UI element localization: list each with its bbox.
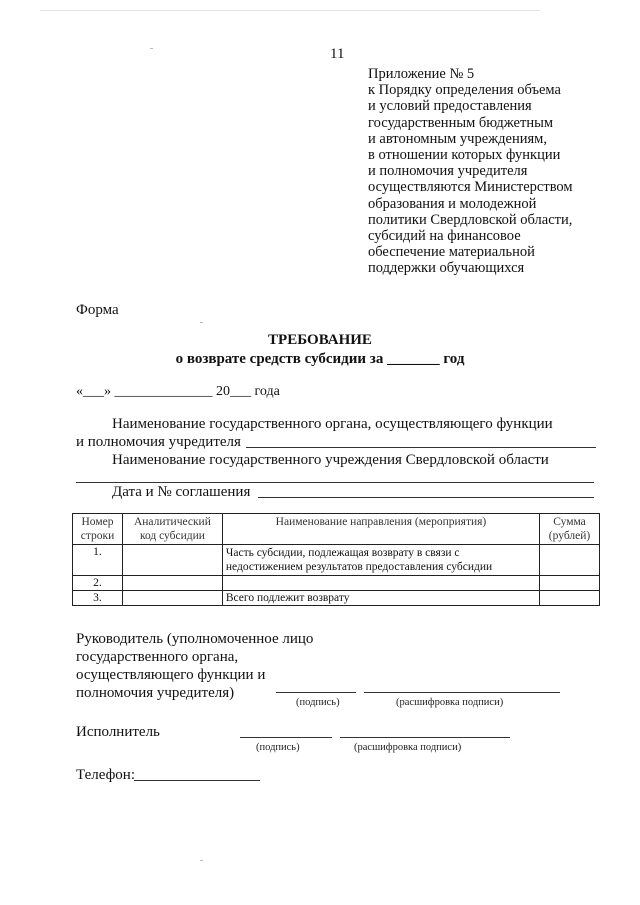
row-sum[interactable] <box>540 591 600 606</box>
row-number: 1. <box>73 545 123 576</box>
signer-line: государственного органа, <box>76 649 239 665</box>
appendix-line: субсидий на финансовое <box>368 228 521 245</box>
appendix-line: к Порядку определения объема <box>368 82 561 99</box>
col-header-sum: Сумма (рублей) <box>540 514 600 545</box>
agreement-field[interactable] <box>258 497 594 498</box>
row-number: 3. <box>73 591 123 606</box>
appendix-block <box>368 66 573 277</box>
row-code[interactable] <box>122 576 222 591</box>
table-row <box>73 591 600 606</box>
gov-body-cont: и полномочия учредителя <box>76 434 241 450</box>
scan-artifact <box>200 860 203 861</box>
gov-body-label: Наименование государственного органа, осуществляющего функции <box>112 416 553 432</box>
signer-decode-field[interactable] <box>364 692 560 693</box>
executor-caption-sign: (подпись) <box>256 742 300 753</box>
appendix-line: политики Свердловской области, <box>368 211 573 228</box>
executor-signature-field[interactable] <box>240 737 332 738</box>
row-sum[interactable] <box>540 576 600 591</box>
row-code[interactable] <box>122 591 222 606</box>
executor-caption-decode: (расшифровка подписи) <box>354 742 462 753</box>
row-name <box>222 576 539 591</box>
executor-decode-field[interactable] <box>340 737 510 738</box>
institution-field[interactable] <box>76 482 594 483</box>
appendix-line: осуществляются Министерством <box>368 179 573 196</box>
appendix-line: и автономным учреждениям, <box>368 130 547 147</box>
signer-line: осуществляющего функции и <box>76 667 266 683</box>
appendix-line: и условий предоставления <box>368 98 532 115</box>
signer-line: Руководитель (уполномоченное лицо <box>76 631 314 647</box>
appendix-line: государственным бюджетным <box>368 114 554 131</box>
row-name: Часть субсидии, подлежащая возврату в связи с недостижением результатов предоставления субсидии <box>222 545 539 576</box>
institution-label: Наименование государственного учреждения Свердловской области <box>112 452 549 468</box>
form-label: Форма <box>76 302 119 318</box>
page-number: 11 <box>330 46 345 62</box>
table-header-row <box>73 514 600 545</box>
row-sum[interactable] <box>540 545 600 576</box>
appendix-line: Приложение № 5 <box>368 66 475 82</box>
document-title: ТРЕБОВАНИЕ <box>268 332 372 348</box>
row-name: Всего подлежит возврату <box>222 591 539 606</box>
agreement-label: Дата и № соглашения <box>112 484 251 500</box>
col-header-code: Аналитический код субсидии <box>122 514 222 545</box>
phone-label: Телефон: <box>76 767 135 783</box>
executor-label: Исполнитель <box>76 724 160 740</box>
appendix-line: обеспечение материальной <box>368 244 535 261</box>
appendix-line: поддержки обучающихся <box>368 260 525 277</box>
scan-artifact <box>40 10 540 11</box>
scan-artifact <box>150 48 153 49</box>
row-number: 2. <box>73 576 123 591</box>
row-code[interactable] <box>122 545 222 576</box>
signer-caption-sign: (подпись) <box>296 697 340 708</box>
signer-signature-field[interactable] <box>276 692 356 693</box>
appendix-line: образования и молодежной <box>368 195 537 212</box>
scan-artifact <box>200 322 203 323</box>
gov-body-field[interactable] <box>246 447 596 448</box>
date-line: «___» ______________ 20___ года <box>76 384 280 399</box>
col-header-name: Наименование направления (мероприятия) <box>222 514 539 545</box>
appendix-line: и полномочия учредителя <box>368 163 528 180</box>
table-row <box>73 576 600 591</box>
refund-table <box>72 513 600 606</box>
document-subtitle: о возврате средств субсидии за _______ год <box>175 351 465 367</box>
signer-caption-decode: (расшифровка подписи) <box>396 697 504 708</box>
appendix-line: в отношении которых функции <box>368 147 561 164</box>
phone-field[interactable] <box>134 780 260 781</box>
signer-line: полномочия учредителя) <box>76 685 235 701</box>
col-header-number: Номер строки <box>73 514 123 545</box>
table-row <box>73 545 600 576</box>
